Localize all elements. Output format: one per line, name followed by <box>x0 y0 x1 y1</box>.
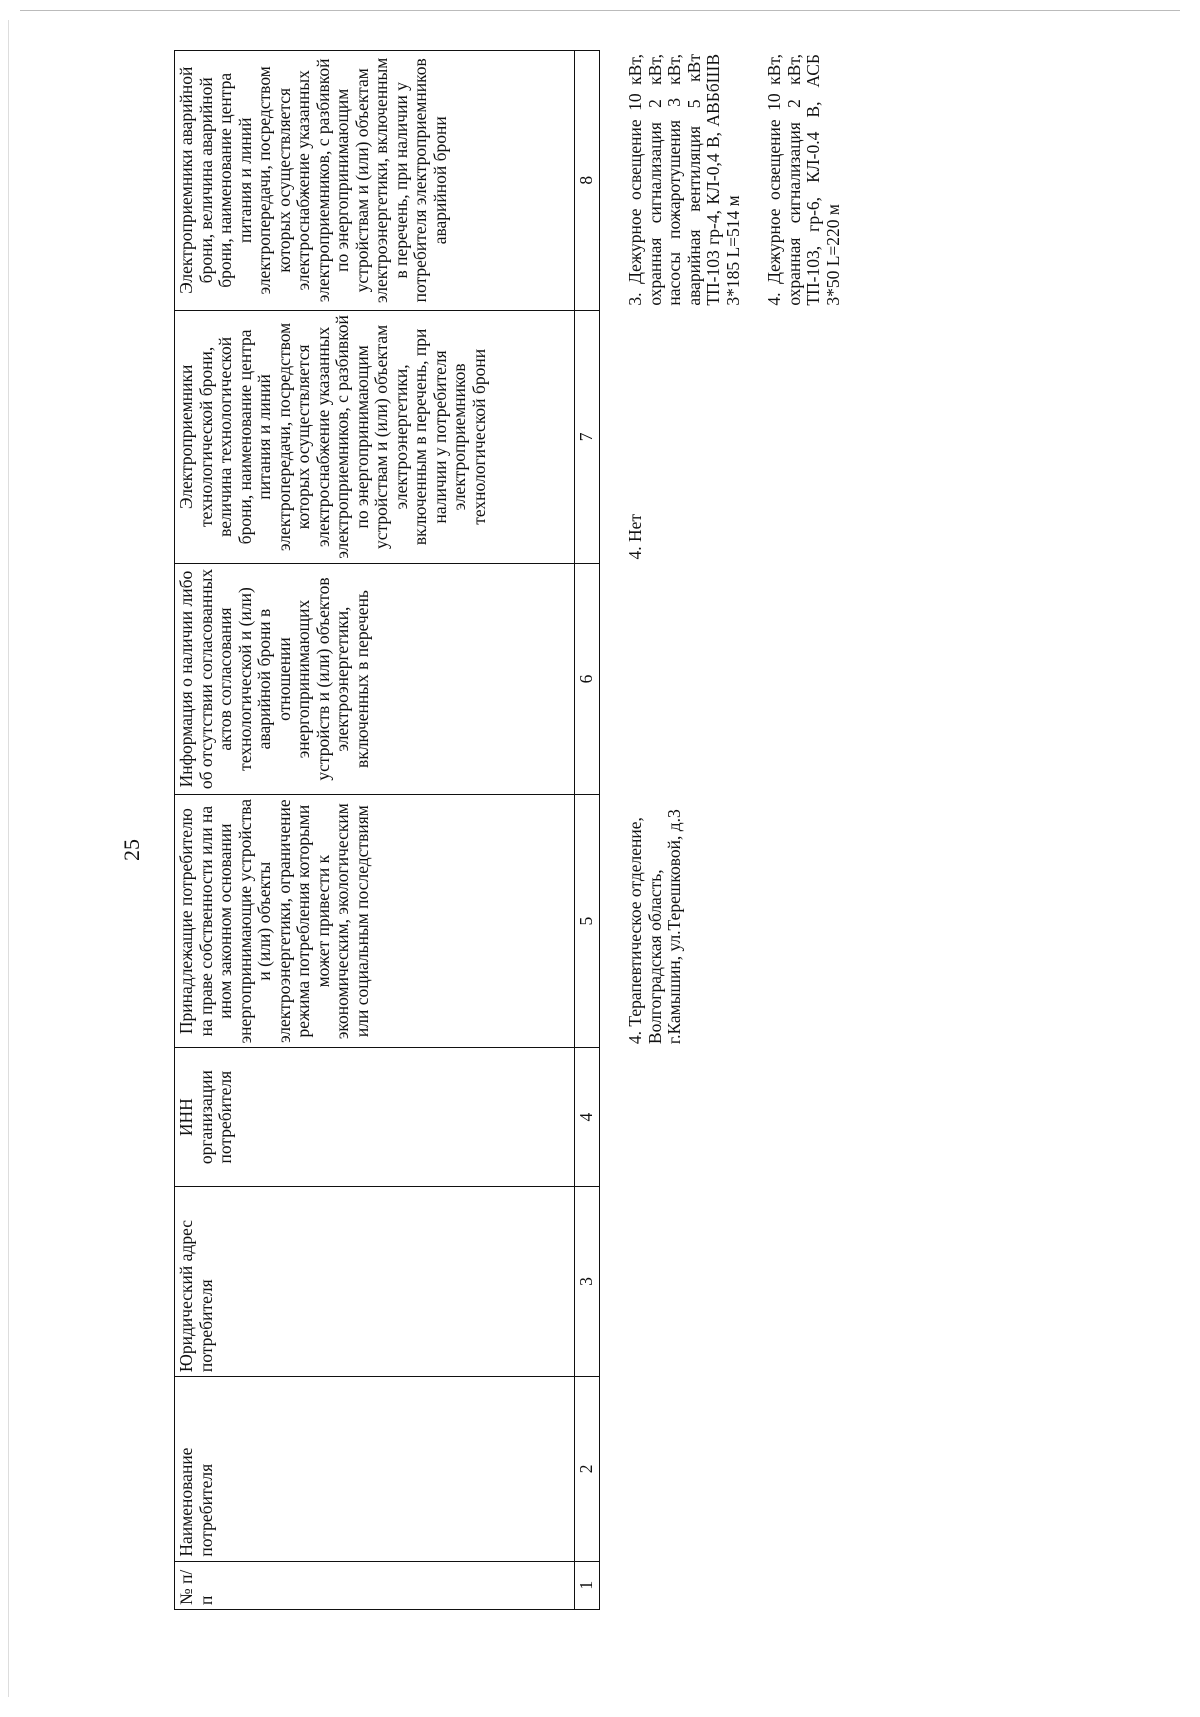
tech-reserve-entry: 4. Нет <box>625 513 645 560</box>
header-devices: Принадлежащие потребителю на праве собственности или на ином законном основании энергопринимающие устройства и (или) объекты электроэнергетики, ограничение режима потребления которыми может привести к экономическим, экологическим или социальным последствиям <box>175 794 575 1048</box>
column-number: 8 <box>575 51 600 311</box>
column-number: 3 <box>575 1186 600 1376</box>
cell-devices <box>626 794 843 1048</box>
devices-entry: 4. Терапевтическое отделение, Волгоградская область, г.Камышин, ул.Терешковой, д.3 <box>625 809 684 1045</box>
scan-edge-top <box>20 10 1180 11</box>
column-number: 6 <box>575 564 600 795</box>
cell-num <box>626 1562 843 1610</box>
scan-edge-left <box>8 20 9 1697</box>
column-number: 1 <box>575 1561 600 1609</box>
column-number: 7 <box>575 310 600 564</box>
cell-address <box>626 1187 843 1377</box>
cell-tech-reserve <box>626 310 843 564</box>
cell-emergency-reserve <box>626 50 843 310</box>
rotated-document <box>174 50 1094 1610</box>
header-row <box>175 51 575 1610</box>
table-body <box>626 50 843 1610</box>
consumer-table <box>174 50 600 1610</box>
cell-acts <box>626 564 843 795</box>
column-number: 4 <box>575 1048 600 1186</box>
header-emergency-reserve: Электроприемники аварийной брони, величина аварийной брони, наименование центра питания и линий электропередачи, посредством которых осуществляется электроснабжение указанных электроприемников, с разбивкой по энергопринимающим устройствам и (или) объектам электроэнергетики, включенным в перечень, при наличии у потребителя электроприемников аварийной брони <box>175 51 575 311</box>
column-number: 5 <box>575 794 600 1048</box>
header-address: Юридический адрес потребителя <box>175 1186 575 1376</box>
header-name: Наименование потребителя <box>175 1377 575 1561</box>
header-acts: Информация о наличии либо об отсутствии согласованных актов согласования технологической и (или) аварийной брони в отношении энергопринимающих устройств и (или) объектов электроэнергетики, включенных в перечень <box>175 564 575 795</box>
page-number: 25 <box>119 839 144 861</box>
column-number-row <box>575 51 600 1610</box>
emergency-reserve-entry: 3. Дежурное освещение 10 кВт, охранная сигнализация 2 кВт, насосы пожаротушения 3 кВт, аварийная вентиляция 5 кВт ТП-103 гр-4, КЛ-0,4 В, АВБбШВ 3*185 L=514 м <box>625 54 743 306</box>
header-inn: ИНН организации потребителя <box>175 1048 575 1186</box>
cell-inn <box>626 1048 843 1186</box>
header-num: № п/п <box>175 1561 575 1609</box>
column-number: 2 <box>575 1377 600 1561</box>
header-tech-reserve: Электроприемники технологической брони, величина технологической брони, наименование центра питания и линий электропередачи, посредством которых осуществляется электроснабжение указанных электроприемников, с разбивкой по энергопринимающим устройствам и (или) объектам электроэнергетики, включенным в перечень, при наличии у потребителя электроприемников технологической брони <box>175 310 575 564</box>
cell-name <box>626 1377 843 1562</box>
table-row <box>626 50 843 1610</box>
emergency-reserve-entry: 4. Дежурное освещение 10 кВт, охранная сигнализация 2 кВт, ТП-103, гр-6, КЛ-0.4 В, АСБ 3*50 L=220 м <box>764 54 843 306</box>
